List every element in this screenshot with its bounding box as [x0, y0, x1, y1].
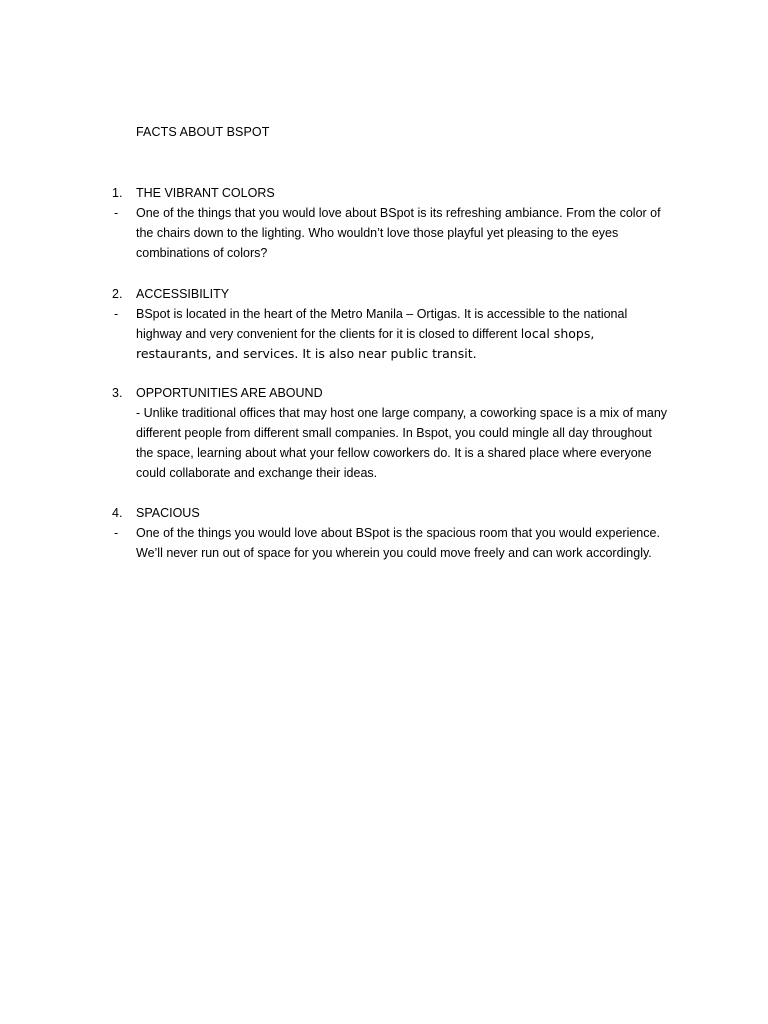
section-body	[112, 523, 692, 563]
text-line: the chairs down to the lighting. Who wouldn’t love those playful yet pleasing to the eyes	[136, 226, 619, 240]
section-heading: ACCESSIBILITY	[136, 287, 230, 301]
section-body	[112, 203, 692, 263]
section-body	[112, 403, 692, 483]
text-line: could collaborate and exchange their ideas.	[136, 466, 378, 480]
section-heading-row	[112, 503, 692, 523]
bullet-dash: -	[114, 526, 119, 540]
text-line	[136, 324, 692, 344]
text-line: the space, learning about what your fellow coworkers do. It is a shared place where everyone	[136, 446, 652, 460]
text-line: We’ll never run out of space for you wherein you could move freely and can work accordingly.	[136, 546, 652, 560]
section-number: 4.	[112, 506, 123, 520]
text-run-alt-font: local shops,	[520, 326, 595, 341]
text-line: - Unlike traditional offices that may host one large company, a coworking space is a mix of many	[136, 406, 668, 420]
section-body	[112, 304, 692, 364]
section-body-text	[136, 304, 692, 364]
section-vibrant-colors	[112, 183, 692, 263]
section-number: 1.	[112, 186, 123, 200]
text-line: BSpot is located in the heart of the Metro Manila – Ortigas. It is accessible to the national	[136, 307, 628, 321]
text-line: different people from different small companies. In Bspot, you could mingle all day throughout	[136, 426, 652, 440]
text-line: restaurants, and services. It is also near public transit.	[136, 346, 477, 361]
text-line: One of the things you would love about BSpot is the spacious room that you would experience.	[136, 526, 660, 540]
bullet-dash: -	[114, 307, 119, 321]
section-number: 2.	[112, 287, 123, 301]
section-heading-row	[112, 284, 692, 304]
text-line: combinations of colors?	[136, 246, 268, 260]
section-number: 3.	[112, 386, 123, 400]
section-body-text	[136, 203, 692, 263]
section-heading-row	[112, 383, 692, 403]
section-spacious	[112, 503, 692, 563]
section-body-text	[136, 403, 692, 483]
text-run: highway and very convenient for the clients for it is closed to different	[136, 327, 521, 341]
section-heading: THE VIBRANT COLORS	[136, 186, 275, 200]
section-accessibility	[112, 284, 692, 364]
section-heading: OPPORTUNITIES ARE ABOUND	[136, 386, 323, 400]
document-title: FACTS ABOUT BSPOT	[136, 125, 270, 139]
section-heading-row	[112, 183, 692, 203]
section-opportunities	[112, 383, 692, 483]
text-line: One of the things that you would love about BSpot is its refreshing ambiance. From the color of	[136, 206, 661, 220]
section-heading: SPACIOUS	[136, 506, 200, 520]
bullet-dash: -	[114, 206, 119, 220]
section-body-text	[136, 523, 692, 563]
